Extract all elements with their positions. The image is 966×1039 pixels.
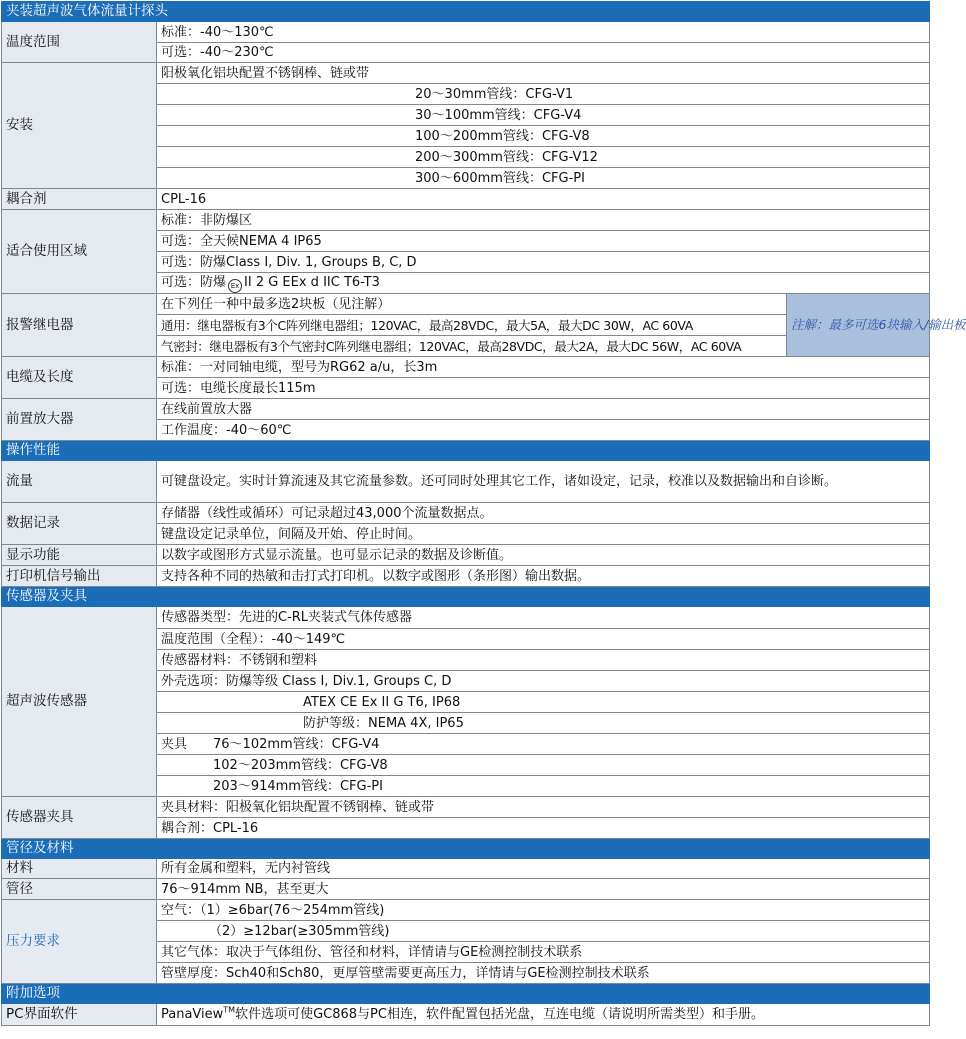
table-row (2, 63, 930, 84)
section-header-probe (2, 2, 930, 22)
relay-note: 注解：最多可选6块输入/输出板 (787, 294, 930, 357)
area-standard: 标准：非防爆区 (157, 210, 930, 231)
pressure-air-2: （2）≥12bar(≥305mm管线) (157, 921, 930, 942)
pressure-other-gas: 其它气体：取决于气体组份、管径和材料，详情请与GE检测控制技术联系 (157, 942, 930, 963)
section-title: 夹装超声波气体流量计探头 (2, 2, 930, 22)
temperature-optional: 可选：-40～230℃ (157, 43, 930, 63)
section-title: 传感器及夹具 (2, 587, 930, 607)
preamp-inline: 在线前置放大器 (157, 399, 930, 420)
row-label-cable: 电缆及长度 (2, 357, 157, 399)
relay-general: 通用：继电器板有3个C阵列继电器组；120VAC，最高28VDC，最大5A，最大DC 30W，AC 60VA (157, 315, 787, 336)
section-header-pipe (2, 839, 930, 859)
display-value: 以数字或图形方式显示流量。也可显示记录的数据及诊断值。 (157, 545, 930, 566)
install-cfg-v8: 100～200mm管线：CFG-V8 (157, 126, 930, 147)
area-atex-prefix: 可选：防爆 (161, 275, 227, 290)
table-row (2, 545, 930, 566)
section-header-operation (2, 441, 930, 461)
row-label-logging: 数据记录 (2, 503, 157, 545)
spec-table (1, 1, 966, 1026)
section-title: 管径及材料 (2, 839, 930, 859)
row-label-pc-software: PC界面软件 (2, 1004, 157, 1026)
area-explosion-proof: 可选：防爆Class I, Div. 1, Groups B, C, D (157, 252, 930, 273)
section-title: 附加选项 (2, 984, 930, 1004)
row-label-display: 显示功能 (2, 545, 157, 566)
table-row (2, 399, 930, 420)
clamp-cfg-pi: 203～914mm管线：CFG-PI (157, 776, 930, 797)
table-row (2, 503, 930, 524)
table-row (2, 797, 930, 818)
row-label-transducer: 超声波传感器 (2, 607, 157, 797)
cable-optional: 可选：电缆长度最长115m (157, 378, 930, 399)
table-row (2, 189, 930, 210)
transducer-housing: 外壳选项：防爆等级 Class I, Div.1, Groups C, D (157, 671, 930, 692)
transducer-material: 传感器材料：不锈钢和塑料 (157, 650, 930, 671)
row-label-printer: 打印机信号输出 (2, 566, 157, 587)
install-cfg-v12: 200～300mm管线：CFG-V12 (157, 147, 930, 168)
table-row (2, 294, 930, 315)
clamp-cfg-v8: 102～203mm管线：CFG-V8 (157, 755, 930, 776)
ex-mark-icon: Ex (228, 279, 242, 293)
trademark-mark: TM (223, 1005, 236, 1015)
row-label-relay: 报警继电器 (2, 294, 157, 357)
section-title: 操作性能 (2, 441, 930, 461)
transducer-clamp-1 (157, 734, 930, 755)
transducer-temperature: 温度范围（全程）：-40～149℃ (157, 629, 930, 650)
clamp-label: 夹具 (161, 736, 188, 752)
fixture-material: 夹具材料：阳极氧化铝块配置不锈钢棒、链或带 (157, 797, 930, 818)
table-row (2, 22, 930, 43)
row-label-flow: 流量 (2, 461, 157, 503)
panaview-brand: PanaView (161, 1007, 224, 1022)
row-label-install: 安装 (2, 63, 157, 189)
printer-value: 支持各种不同的热敏和击打式打印机。以数字或图形（条形图）输出数据。 (157, 566, 930, 587)
row-label-fixture: 传感器夹具 (2, 797, 157, 839)
row-label-material: 材料 (2, 859, 157, 879)
area-atex-suffix: II 2 G EEx d IIC T6-T3 (244, 275, 380, 290)
table-row (2, 900, 930, 921)
fixture-couplant: 耦合剂：CPL-16 (157, 818, 930, 839)
row-label-pipe-size: 管径 (2, 879, 157, 900)
install-mount: 阳极氧化铝块配置不锈钢棒、链或带 (157, 63, 930, 84)
transducer-type: 传感器类型：先进的C-RL夹装式气体传感器 (157, 607, 930, 629)
area-nema: 可选：全天候NEMA 4 IP65 (157, 231, 930, 252)
logging-keyboard: 键盘设定记录单位，间隔及开始、停止时间。 (157, 524, 930, 545)
table-row (2, 461, 930, 503)
row-label-preamp: 前置放大器 (2, 399, 157, 441)
table-row (2, 357, 930, 378)
install-cfg-pi: 300～600mm管线：CFG-PI (157, 168, 930, 189)
row-label-temperature: 温度范围 (2, 22, 157, 63)
pipe-size-value: 76～914mm NB，甚至更大 (157, 879, 930, 900)
transducer-atex: ATEX CE Ex II G T6, IP68 (157, 692, 930, 713)
material-value: 所有金属和塑料，无内衬管线 (157, 859, 930, 879)
spec-sheet (1, 1, 966, 1037)
logging-memory: 存储器（线性或循环）可记录超过43,000个流量数据点。 (157, 503, 930, 524)
cable-standard: 标准：一对同轴电缆，型号为RG62 a/u，长3m (157, 357, 930, 378)
row-label-couplant: 耦合剂 (2, 189, 157, 210)
pressure-wall-thickness: 管壁厚度：Sch40和Sch80，更厚管壁需要更高压力，详情请与GE检测控制技术联系 (157, 963, 930, 984)
table-row (2, 607, 930, 629)
clamp-cfg-v4: 76～102mm管线：CFG-V4 (213, 736, 380, 752)
table-row (2, 859, 930, 879)
section-header-transducer (2, 587, 930, 607)
section-header-options (2, 984, 930, 1004)
transducer-protection: 防护等级：NEMA 4X, IP65 (157, 713, 930, 734)
couplant-value: CPL-16 (157, 189, 930, 210)
flow-value: 可键盘设定。实时计算流速及其它流量参数。还可同时处理其它工作，诸如设定，记录，校准以及数据输出和自诊断。 (157, 461, 930, 503)
pc-software-description: 软件选项可使GC868与PC相连，软件配置包括光盘，互连电缆（请说明所需类型）和手册。 (235, 1007, 764, 1022)
table-row (2, 566, 930, 587)
pc-software-value (157, 1004, 930, 1026)
pressure-air-1: 空气：（1）≥6bar(76～254mm管线) (157, 900, 930, 921)
row-label-pressure: 压力要求 (2, 900, 157, 984)
install-cfg-v1: 20～30mm管线：CFG-V1 (157, 84, 930, 105)
preamp-temperature: 工作温度：-40～60℃ (157, 420, 930, 441)
table-row (2, 1004, 930, 1026)
row-label-area: 适合使用区域 (2, 210, 157, 294)
relay-sealed: 气密封：继电器板有3个气密封C阵列继电器组；120VAC，最高28VDC，最大2A，最大DC 56W，AC 60VA (157, 336, 787, 357)
table-row (2, 879, 930, 900)
temperature-standard: 标准：-40～130℃ (157, 22, 930, 43)
relay-selection: 在下列任一种中最多选2块板（见注解） (157, 294, 787, 315)
install-cfg-v4: 30～100mm管线：CFG-V4 (157, 105, 930, 126)
table-row (2, 210, 930, 231)
area-atex (157, 273, 930, 294)
